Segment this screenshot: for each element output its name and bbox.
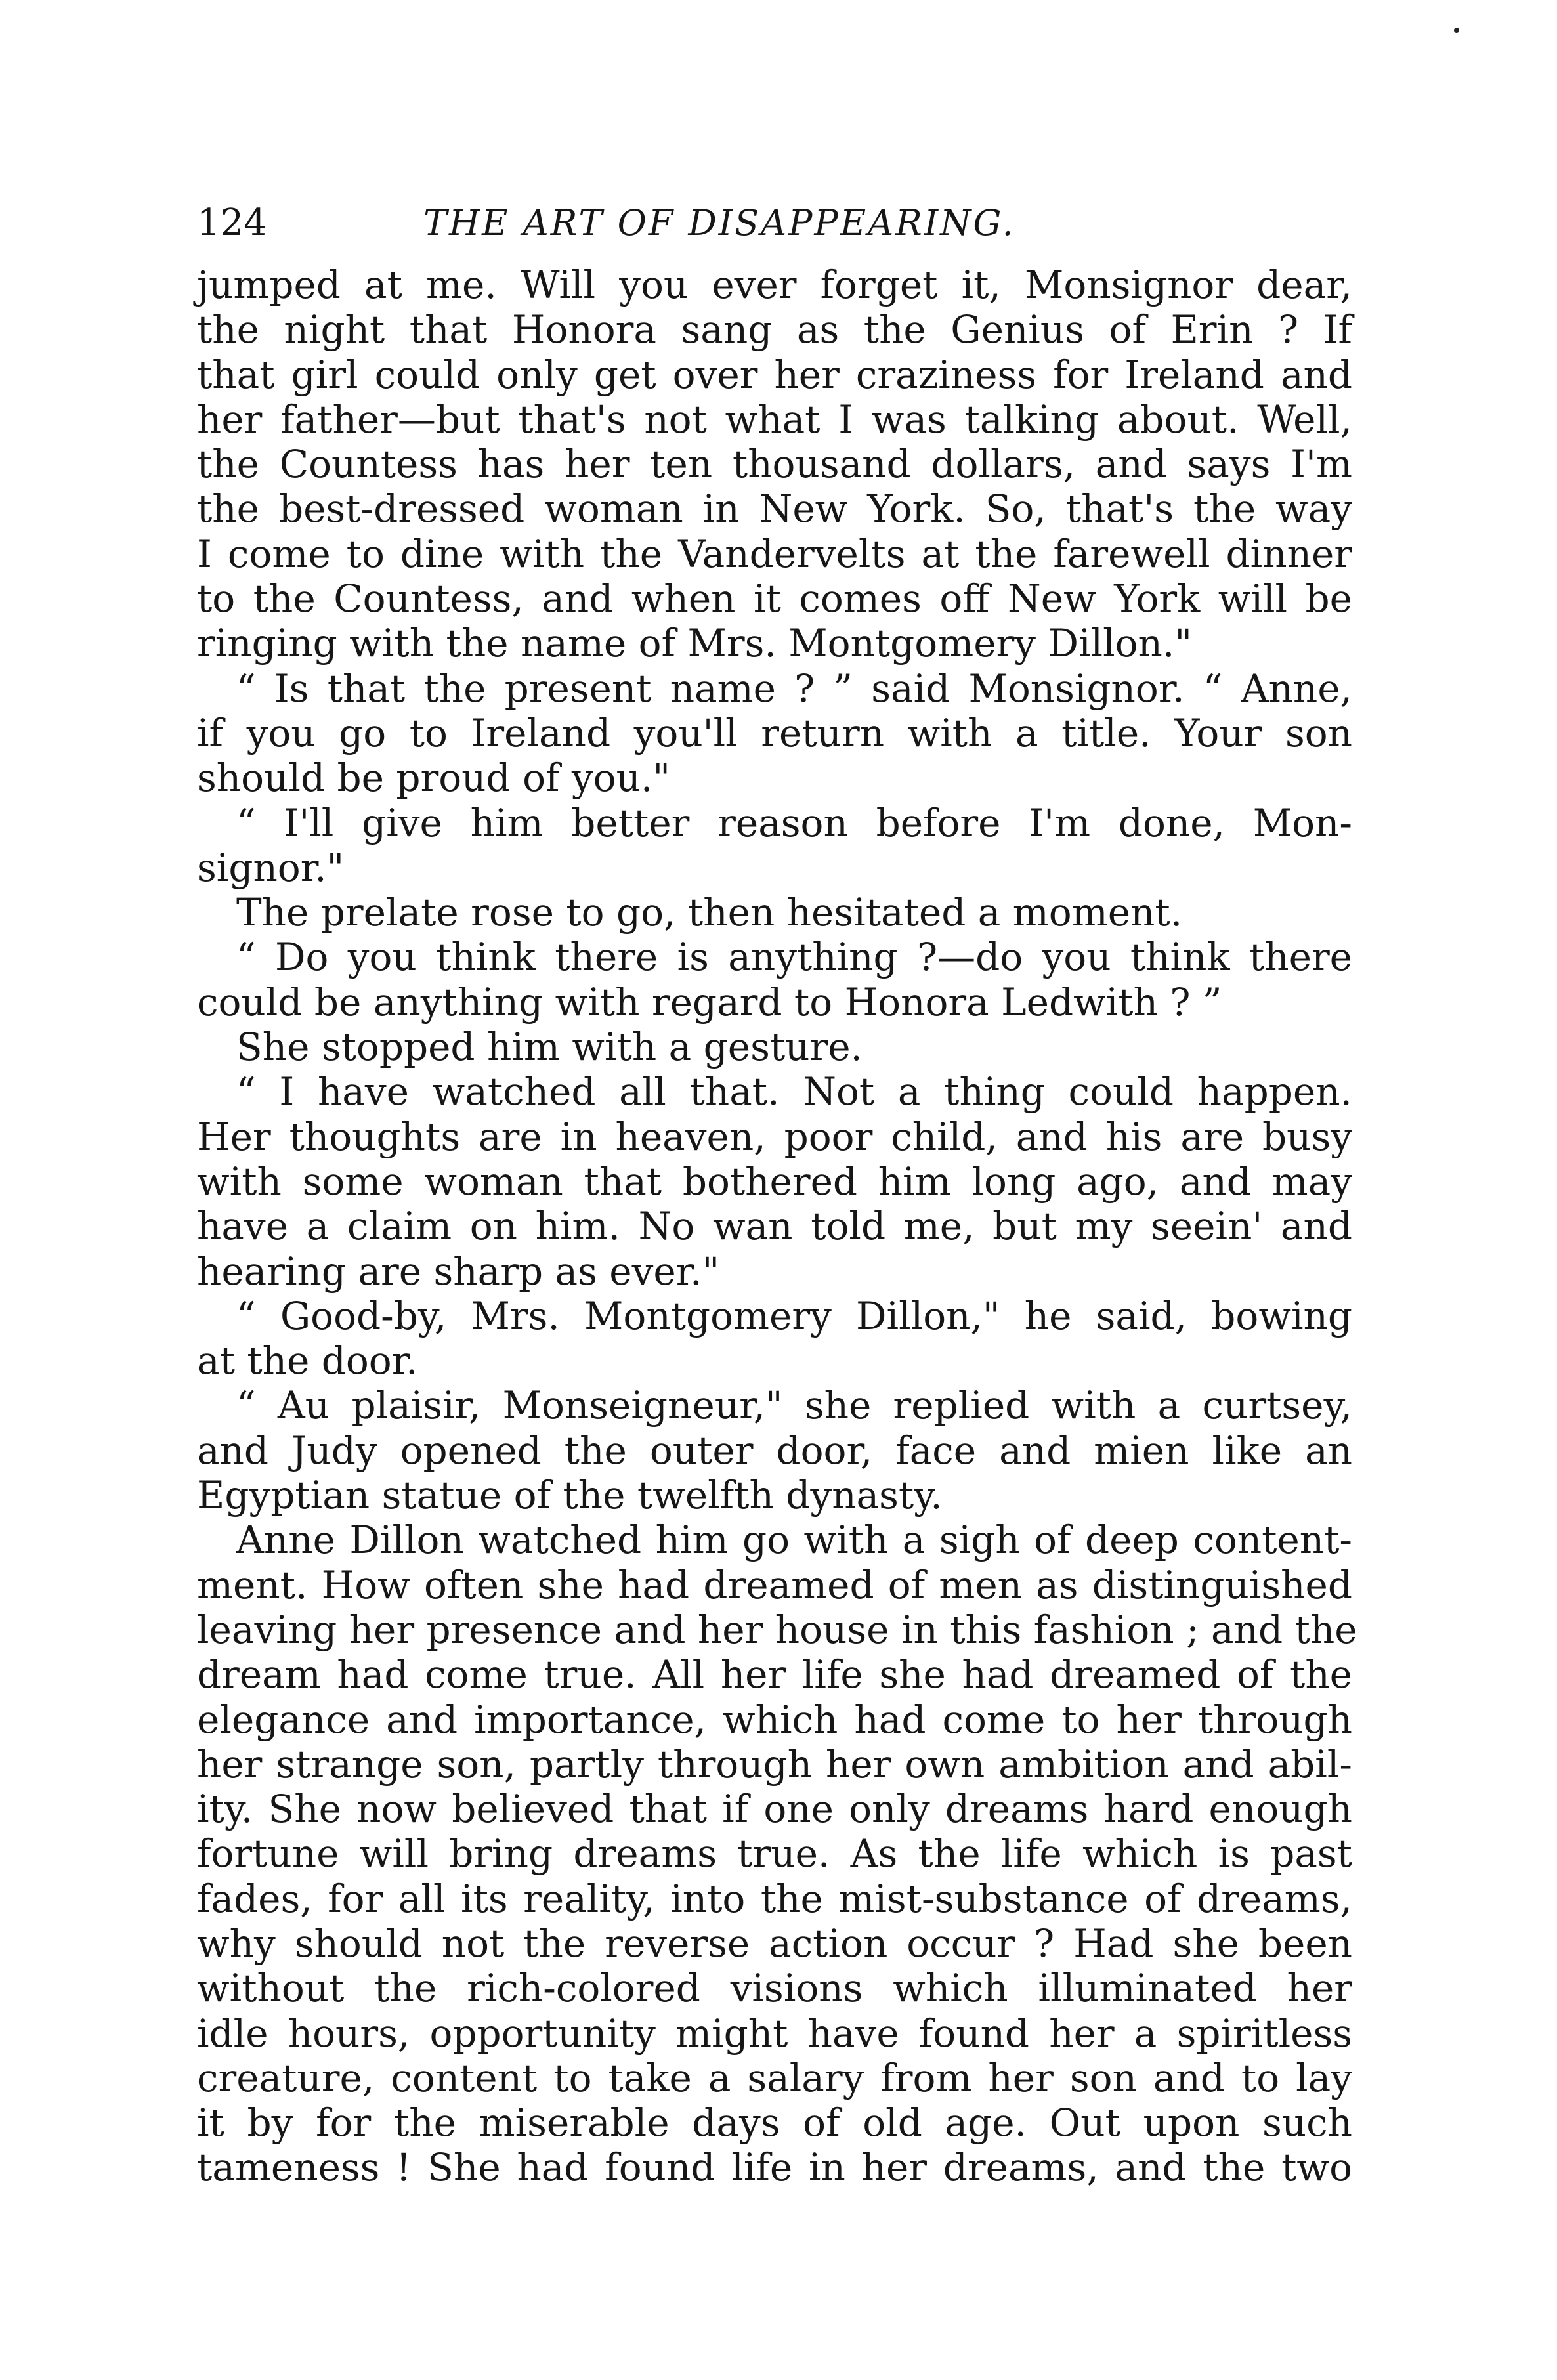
text-line: have a claim on him. No wan told me, but my seein' and	[197, 1204, 1352, 1249]
text-line: Her thoughts are in heaven, poor child, and his are busy	[197, 1114, 1352, 1159]
text-line: Egyptian statue of the twelfth dynasty.	[197, 1473, 943, 1518]
text-line: that girl could only get over her craziness for Ireland and	[197, 352, 1352, 397]
text-line: creature, content to take a salary from her son and to lay	[197, 2055, 1352, 2100]
text-line: at the door.	[197, 1338, 418, 1384]
text-line: without the rich-colored visions which illuminated her	[197, 1966, 1352, 2011]
text-line: Anne Dillon watched him go with a sigh of deep content-	[236, 1518, 1352, 1563]
text-line: to the Countess, and when it comes off New York will be	[197, 576, 1352, 622]
text-line: fortune will bring dreams true. As the life which is past	[197, 1831, 1352, 1877]
text-line: jumped at me. Will you ever forget it, Monsignor dear,	[197, 263, 1352, 307]
text-line: The prelate rose to go, then hesitated a moment.	[236, 890, 1183, 935]
text-line: I come to dine with the Vandervelts at the farewell dinner	[197, 531, 1352, 576]
text-line: ringing with the name of Mrs. Montgomery Dillon."	[197, 621, 1193, 666]
text-line: with some woman that bothered him long ago, and may	[197, 1158, 1352, 1204]
text-line: elegance and importance, which had come to her through	[197, 1697, 1352, 1742]
text-line: if you go to Ireland you'll return with a title. Your son	[197, 710, 1352, 755]
text-line: tameness ! She had found life in her dreams, and the two	[197, 2145, 1352, 2190]
text-line: “ Do you think there is anything ?—do you think there	[236, 935, 1352, 980]
text-line: should be proud of you."	[197, 755, 671, 801]
running-title: THE ART OF DISAPPEARING.	[423, 202, 1015, 244]
text-line: the best-dressed woman in New York. So, that's the way	[197, 486, 1352, 532]
text-line: She stopped him with a gesture.	[236, 1025, 863, 1070]
text-line: idle hours, opportunity might have found her a spiritless	[197, 2010, 1352, 2056]
text-line: “ I'll give him better reason before I'm done, Mon-	[236, 800, 1352, 845]
page-number: 124	[197, 202, 267, 244]
text-line: it by for the miserable days of old age. Out upon such	[197, 2100, 1352, 2146]
page-header	[197, 197, 1352, 249]
text-line: her father—but that's not what I was talking about. Well,	[197, 396, 1352, 442]
text-line: fades, for all its reality, into the mist-substance of dreams,	[197, 1876, 1352, 1921]
text-line: ment. How often she had dreamed of men as distinguished	[197, 1562, 1352, 1607]
text-line: the Countess has her ten thousand dollars, and says I'm	[197, 442, 1352, 487]
text-line: her strange son, partly through her own ambition and abil-	[197, 1741, 1352, 1787]
margin-speck	[1454, 28, 1459, 33]
text-line: why should not the reverse action occur ? Had she been	[197, 1921, 1352, 1966]
text-line: could be anything with regard to Honora Ledwith ? ”	[197, 979, 1222, 1025]
text-line: “ Is that the present name ? ” said Monsignor. “ Anne,	[236, 666, 1352, 711]
body-text	[197, 263, 1357, 2190]
text-line: signor."	[197, 845, 345, 890]
text-line: ity. She now believed that if one only dreams hard enough	[197, 1787, 1352, 1832]
text-line: and Judy opened the outer door, face and mien like an	[197, 1428, 1352, 1473]
text-line: “ Au plaisir, Monseigneur," she replied with a curtsey,	[236, 1383, 1352, 1428]
text-line: the night that Honora sang as the Genius of Erin ? If	[197, 307, 1352, 352]
text-line: leaving her presence and her house in this fashion ; and the	[197, 1607, 1357, 1652]
text-line: “ I have watched all that. Not a thing could happen.	[236, 1069, 1352, 1115]
text-line: dream had come true. All her life she had dreamed of the	[197, 1652, 1352, 1697]
text-line: “ Good-by, Mrs. Montgomery Dillon," he said, bowing	[236, 1293, 1352, 1338]
text-line: hearing are sharp as ever."	[197, 1248, 720, 1294]
